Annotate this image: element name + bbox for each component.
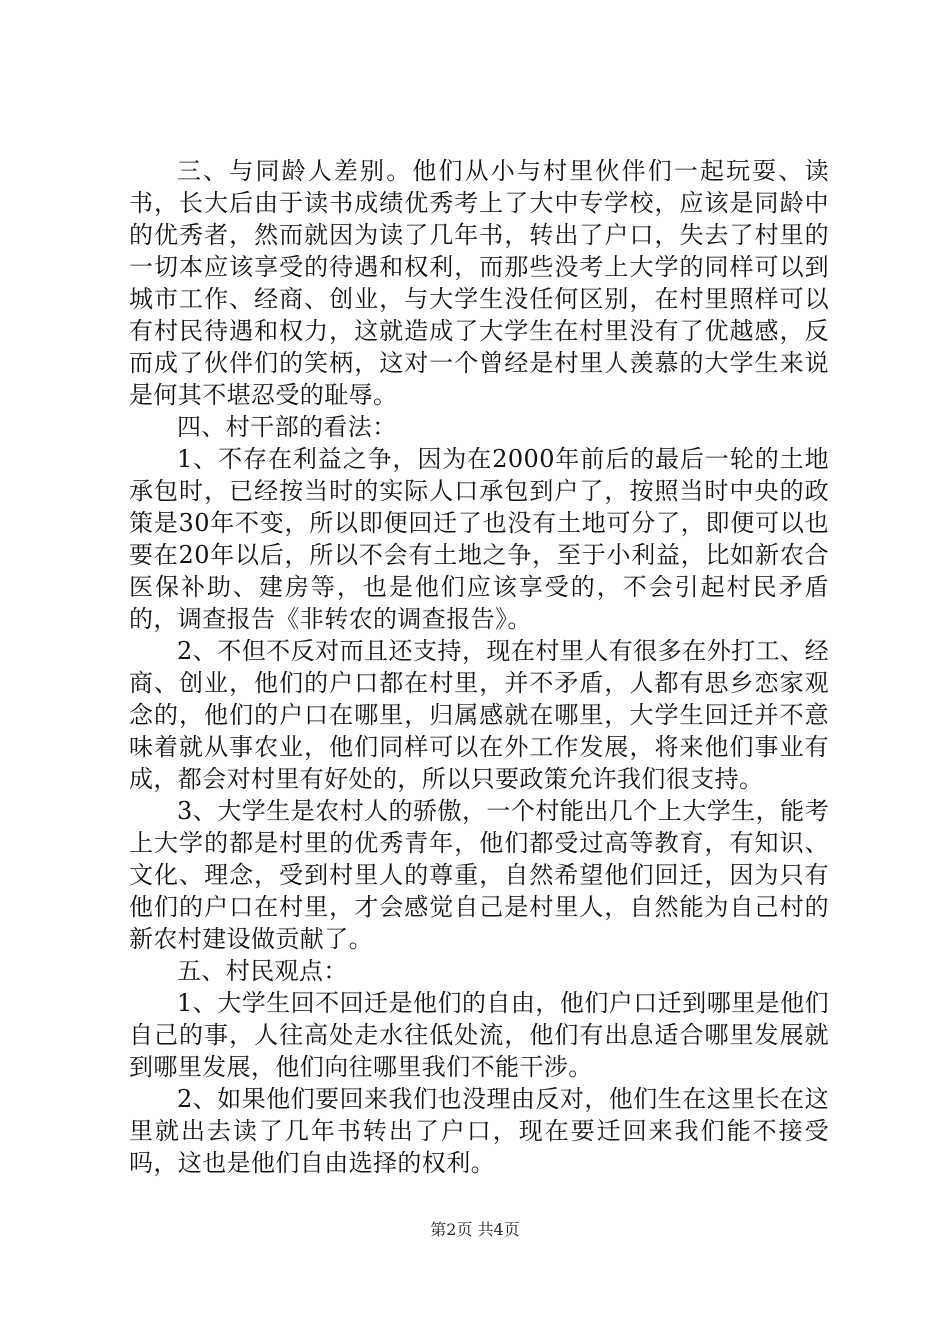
- paragraph-villager-point-1: 1、大学生回不回迁是他们的自由，他们户口迁到哪里是他们自己的事，人往高处走水往低处流，他们有出息适合哪里发展就到哪里发展，他们向往哪里我们不能干涉。: [129, 989, 829, 1081]
- heading-villager-views: 五、村民观点：: [177, 957, 348, 985]
- paragraph-peer-difference: 三、与同龄人差别。他们从小与村里伙伴们一起玩耍、读书，长大后由于读书成绩优秀考上了大中专学校，应该是同龄中的优秀者，然而就因为读了几年书，转出了户口，失去了村里的一切本应该享受的待遇和权利，而那些没考上大学的同样可以到城市工作、经商、创业，与大学生没任何区别，在村里照样可以有村民待遇和权力，这就造成了大学生在村里没有了优越感，反而成了伙伴们的笑柄，这对一个曾经是村里人羡慕的大学生来说是何其不堪忍受的耻辱。: [129, 157, 829, 409]
- heading-village-cadre-views: 四、村干部的看法：: [177, 413, 397, 441]
- paragraph-cadre-point-2: 2、不但不反对而且还支持，现在村里人有很多在外打工、经商、创业，他们的户口都在村里，并不矛盾，人都有思乡恋家观念的，他们的户口在哪里，归属感就在哪里，大学生回迁并不意味着就从事农业，他们同样可以在外工作发展，将来他们事业有成，都会对村里有好处的，所以只要政策允许我们很支持。: [129, 637, 829, 793]
- page-number-footer: 第2页 共4页: [430, 1220, 520, 1239]
- document-body: [129, 155, 829, 1179]
- paragraph-cadre-point-1: 1、不存在利益之争，因为在2000年前后的最后一轮的土地承包时，已经按当时的实际人口承包到户了，按照当时中央的政策是30年不变，所以即便回迁了也没有土地可分了，即便可以也要在20年以后，所以不会有土地之争，至于小利益，比如新农合医保补助、建房等，也是他们应该享受的，不会引起村民矛盾的，调查报告《非转农的调查报告》。: [129, 445, 829, 633]
- paragraph-villager-point-2: 2、如果他们要回来我们也没理由反对，他们生在这里长在这里就出去读了几年书转出了户口，现在要迁回来我们能不接受吗，这也是他们自由选择的权利。: [129, 1085, 829, 1177]
- paragraph-cadre-point-3: 3、大学生是农村人的骄傲，一个村能出几个上大学生，能考上大学的都是村里的优秀青年，他们都受过高等教育，有知识、文化、理念，受到村里人的尊重，自然希望他们回迁，因为只有他们的户口在村里，才会感觉自己是村里人，自然能为自己村的新农村建设做贡献了。: [129, 797, 829, 953]
